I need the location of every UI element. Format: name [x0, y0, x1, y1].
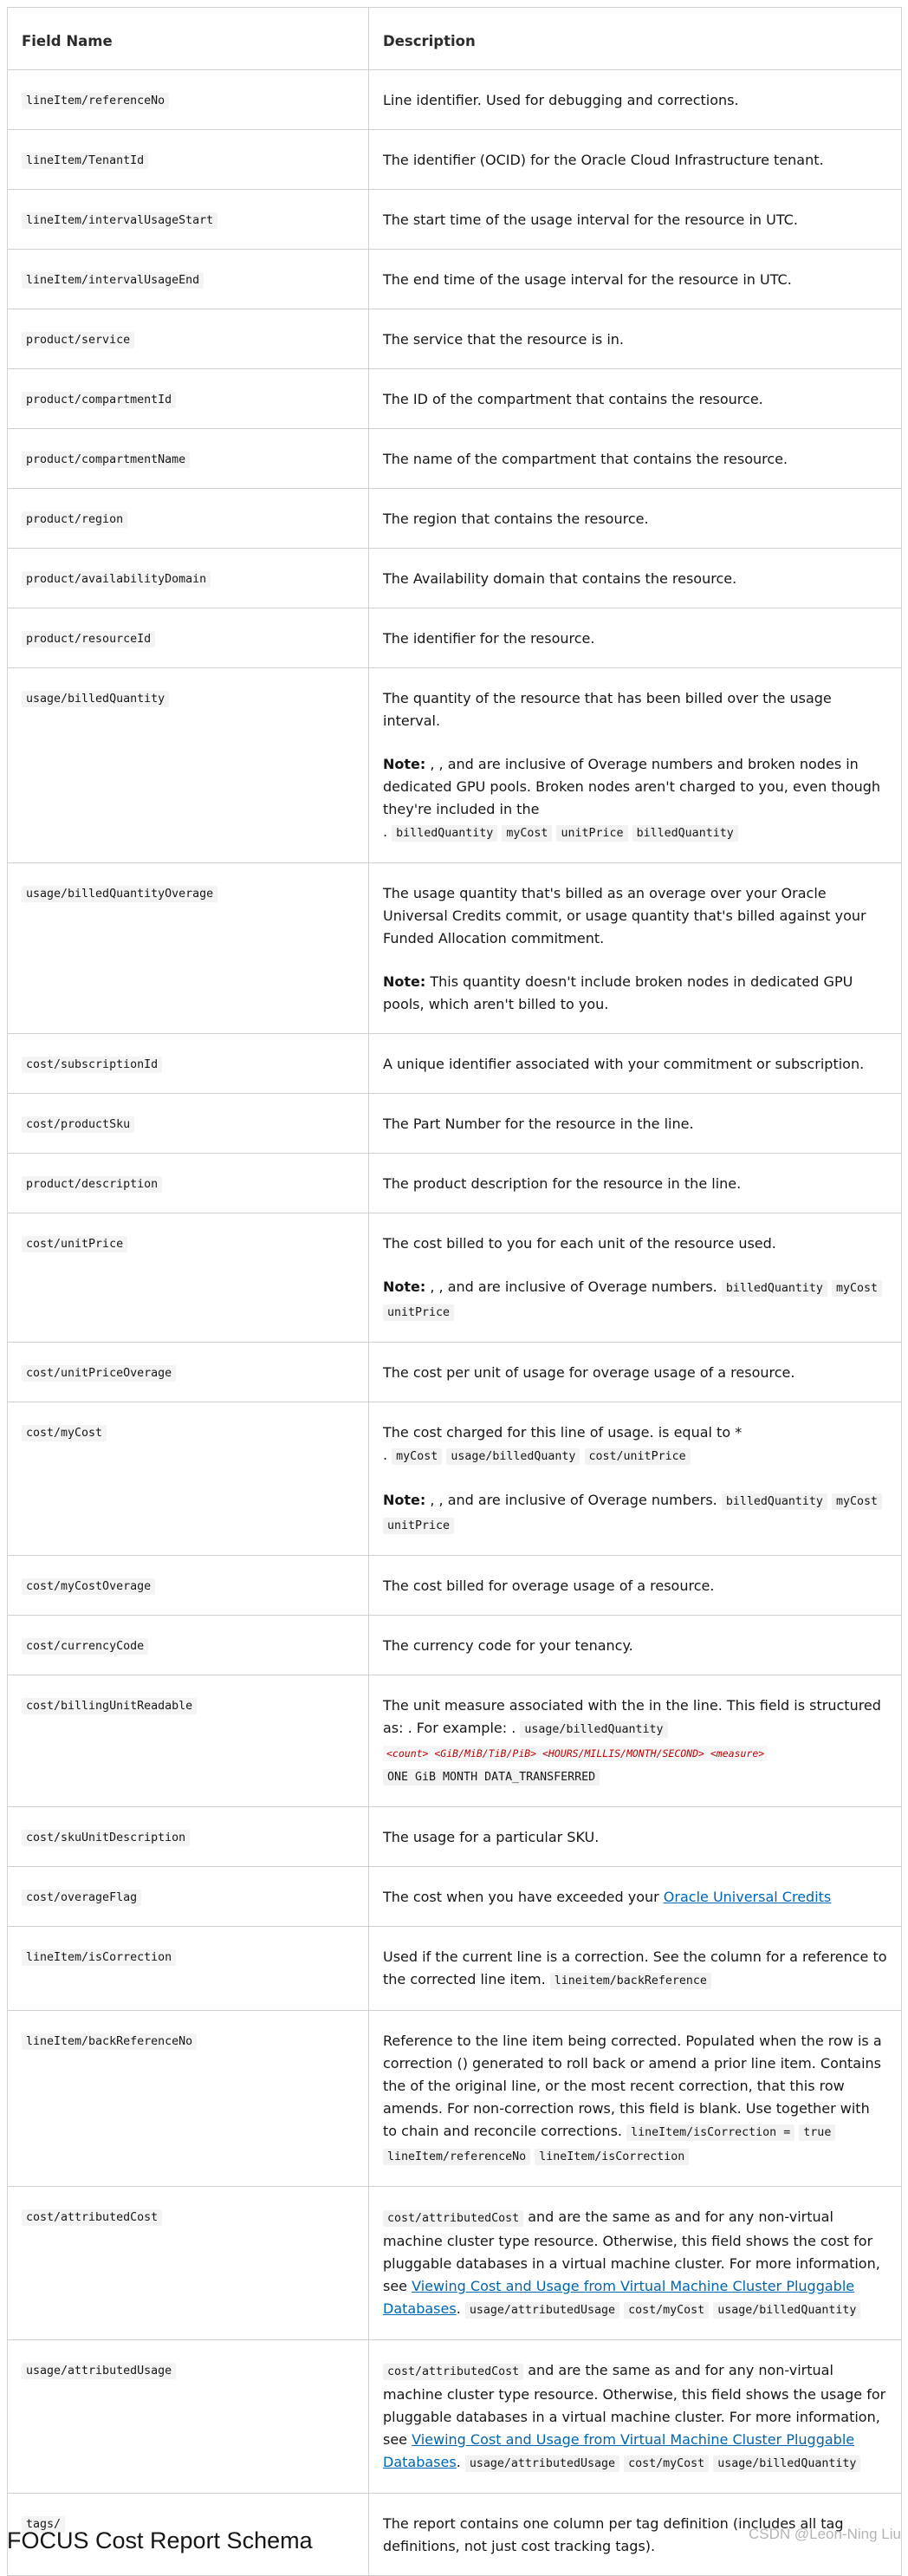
field-name-code: lineItem/intervalUsageStart [22, 212, 217, 229]
inline-code: billedQuantity [722, 1493, 827, 1510]
field-name-cell [8, 130, 369, 190]
field-name-cell [8, 1213, 369, 1343]
inline-code: usage/attributedUsage [465, 2456, 619, 2472]
field-name-cell [8, 369, 369, 429]
description-text [383, 269, 887, 291]
description-text [383, 1695, 887, 1789]
note-label: Note: [383, 973, 426, 990]
description-sentence: The usage quantity that's billed as an overage over your Oracle Universal Credits commit, or usage quantity that's billed against your Funded Allocation commitment. [383, 885, 866, 946]
table-row [8, 1675, 902, 1807]
description-cell [369, 2011, 902, 2187]
table-row [8, 549, 902, 608]
field-name-cell [8, 608, 369, 668]
field-name-cell [8, 549, 369, 608]
table-row [8, 1213, 902, 1343]
table-row [8, 2011, 902, 2187]
field-name-code: cost/attributedCost [22, 2209, 162, 2226]
inline-code: cost/attributedCost [383, 2210, 523, 2227]
description-text [383, 508, 887, 530]
inline-code: cost/myCost [624, 2456, 709, 2472]
table-header-row [8, 8, 902, 70]
note-label: Note: [383, 756, 426, 772]
description-text [383, 1173, 887, 1195]
inline-code: usage/billedQuantity [520, 1721, 667, 1738]
description-sentence: Used if the current line is a correction. See the column for a reference to the corrected line item. [383, 1948, 887, 1987]
description-sentence: The end time of the usage interval for the resource in UTC. [383, 271, 792, 288]
field-name-cell [8, 1094, 369, 1154]
note-sentence: , , and are inclusive of Overage numbers. [425, 1278, 717, 1295]
table-row [8, 190, 902, 250]
field-name-code: product/compartmentId [22, 392, 176, 408]
description-cell [369, 1402, 902, 1556]
description-cell [369, 70, 902, 130]
note-text [383, 1489, 887, 1538]
doc-link[interactable]: Oracle Universal Credits [663, 1889, 832, 1905]
description-text [383, 2030, 887, 2169]
description-sentence: The region that contains the resource. [383, 511, 649, 527]
description-cell [369, 429, 902, 489]
field-name-cell [8, 1343, 369, 1402]
description-cell [369, 190, 902, 250]
table-row [8, 429, 902, 489]
field-name-cell [8, 1867, 369, 1927]
field-name-code: cost/myCost [22, 1425, 107, 1441]
placeholder-code: <count> <GiB/MiB/TiB/PiB> <HOURS/MILLIS/MONTH/SECOND> <measure> [383, 1746, 768, 1761]
inline-code: usage/attributedUsage [465, 2302, 619, 2319]
field-name-cell [8, 1616, 369, 1675]
field-name-cell [8, 1927, 369, 2011]
description-sentence: The identifier for the resource. [383, 630, 595, 647]
example-code: ONE GiB MONTH DATA_TRANSFERRED [383, 1769, 600, 1786]
description-sentence: The identifier (OCID) for the Oracle Cloud Infrastructure tenant. [383, 152, 824, 168]
field-name-code: product/compartmentName [22, 452, 190, 468]
table-row [8, 1154, 902, 1213]
field-name-code: usage/billedQuantityOverage [22, 886, 217, 902]
field-name-code: cost/unitPriceOverage [22, 1365, 176, 1382]
inline-code: unitPrice [383, 1518, 454, 1534]
field-name-code: cost/unitPrice [22, 1236, 127, 1252]
field-name-cell [8, 489, 369, 549]
field-name-cell [8, 190, 369, 250]
table-row [8, 489, 902, 549]
inline-code: lineItem/isCorrection = [626, 2124, 794, 2141]
description-text [383, 2206, 887, 2322]
field-name-code: lineItem/TenantId [22, 153, 148, 169]
section-heading: FOCUS Cost Report Schema [7, 2527, 313, 2553]
inline-code: lineItem/isCorrection [535, 2149, 689, 2165]
description-sentence: The quantity of the resource that has been billed over the usage interval. [383, 690, 832, 729]
field-name-cell [8, 2011, 369, 2187]
table-row [8, 608, 902, 668]
description-text [383, 1421, 887, 1468]
description-sentence: The cost billed for overage usage of a resource. [383, 1577, 715, 1594]
description-sentence: The Availability domain that contains the resource. [383, 570, 737, 587]
table-row [8, 1402, 902, 1556]
code-prefix: . [383, 823, 392, 840]
description-cell [369, 1675, 902, 1807]
field-name-cell [8, 863, 369, 1034]
field-name-code: lineItem/backReferenceNo [22, 2033, 197, 2050]
inline-code: myCost [832, 1493, 882, 1510]
description-text [383, 448, 887, 471]
description-text [383, 1362, 887, 1384]
code-prefix: . [383, 1447, 392, 1463]
field-name-code: product/description [22, 1176, 162, 1193]
field-name-code: usage/attributedUsage [22, 2363, 176, 2379]
field-name-code: product/resourceId [22, 631, 155, 647]
field-name-cell [8, 2187, 369, 2340]
note-text [383, 1276, 887, 1324]
field-name-cell [8, 1807, 369, 1867]
table-row [8, 70, 902, 130]
description-sentence: . [456, 2454, 461, 2470]
inline-code: usage/billedQuantity [713, 2456, 860, 2472]
description-cell [369, 1927, 902, 2011]
inline-code: myCost [832, 1280, 882, 1297]
field-name-cell [8, 70, 369, 130]
field-name-code: product/service [22, 332, 134, 348]
table-row [8, 309, 902, 369]
description-cell [369, 549, 902, 608]
table-row [8, 1094, 902, 1154]
field-name-code: cost/overageFlag [22, 1890, 141, 1906]
note-text [383, 753, 887, 845]
description-sentence: A unique identifier associated with your commitment or subscription. [383, 1056, 865, 1072]
description-cell [369, 130, 902, 190]
description-sentence: The cost billed to you for each unit of the resource used. [383, 1235, 776, 1252]
field-name-cell [8, 429, 369, 489]
field-name-code: lineItem/referenceNo [22, 93, 169, 109]
inline-code: lineitem/backReference [550, 1973, 711, 1989]
field-name-code: product/availabilityDomain [22, 571, 211, 588]
description-cell [369, 1343, 902, 1402]
field-name-code: cost/billingUnitReadable [22, 1698, 197, 1714]
note-text [383, 971, 887, 1016]
table-row [8, 668, 902, 863]
field-name-cell [8, 2340, 369, 2494]
description-cell [369, 1034, 902, 1094]
description-cell [369, 369, 902, 429]
description-sentence: The cost when you have exceeded your [383, 1889, 664, 1905]
watermark: CSDN @Leon-Ning Liu [748, 2526, 901, 2542]
field-name-code: lineItem/intervalUsageEnd [22, 272, 204, 289]
description-cell [369, 1556, 902, 1616]
description-text [383, 628, 887, 650]
note-sentence: This quantity doesn't include broken nodes in dedicated GPU pools, which aren't billed to you. [383, 973, 853, 1012]
field-name-code: cost/myCostOverage [22, 1578, 155, 1595]
description-cell [369, 309, 902, 369]
description-sentence: The product description for the resource in the line. [383, 1175, 742, 1192]
field-name-code: cost/productSku [22, 1116, 134, 1133]
description-sentence: The name of the compartment that contains the resource. [383, 451, 788, 467]
description-cell [369, 1616, 902, 1675]
note-label: Note: [383, 1492, 426, 1508]
table-row [8, 1034, 902, 1094]
description-text [383, 1826, 887, 1849]
table-row [8, 250, 902, 309]
inline-code: unitPrice [556, 825, 627, 842]
inline-code: myCost [502, 825, 552, 842]
doc-link[interactable]: Viewing Cost and Usage from Virtual Machine Cluster Pluggable Databases [383, 2278, 855, 2317]
description-sentence: The cost charged for this line of usage. is equal to * [383, 1424, 743, 1441]
field-name-cell [8, 309, 369, 369]
description-text [383, 1113, 887, 1135]
field-name-cell [8, 1675, 369, 1807]
description-cell [369, 863, 902, 1034]
field-name-code: tags/ [22, 2516, 65, 2533]
description-text [383, 329, 887, 351]
field-name-cell [8, 1154, 369, 1213]
description-cell [369, 1867, 902, 1927]
column-header-field-name: Field Name [8, 8, 369, 70]
field-name-cell [8, 1034, 369, 1094]
note-sentence: , , and are inclusive of Overage numbers. [425, 1492, 717, 1508]
field-name-code: cost/currencyCode [22, 1638, 148, 1655]
description-sentence: The unit measure associated with the in the line. This field is structured as: . For example: . [383, 1697, 881, 1736]
field-name-code: usage/billedQuantity [22, 691, 169, 707]
description-text [383, 1946, 887, 1993]
description-sentence: The cost per unit of usage for overage usage of a resource. [383, 1364, 795, 1381]
field-name-cell [8, 250, 369, 309]
description-text [383, 882, 887, 950]
table-row [8, 1927, 902, 2011]
field-name-code: lineItem/isCorrection [22, 1949, 176, 1966]
table-row [8, 369, 902, 429]
description-cell [369, 2187, 902, 2340]
description-text [383, 388, 887, 411]
description-text [383, 568, 887, 590]
table-row [8, 1807, 902, 1867]
inline-code: billedQuantity [632, 825, 738, 842]
field-name-code: cost/skuUnitDescription [22, 1830, 190, 1846]
table-row [8, 863, 902, 1034]
description-text [383, 1886, 887, 1909]
column-header-description: Description [369, 8, 902, 70]
doc-link[interactable]: Viewing Cost and Usage from Virtual Machine Cluster Pluggable Databases [383, 2431, 855, 2470]
description-sentence: The currency code for your tenancy. [383, 1637, 633, 1654]
description-cell [369, 1154, 902, 1213]
inline-code: usage/billedQuanty [446, 1448, 580, 1465]
description-text [383, 687, 887, 732]
field-name-cell [8, 668, 369, 863]
note-sentence: , , and are inclusive of Overage numbers and broken nodes in dedicated GPU pools. Broken nodes aren't charged to you, even though they're included in the [383, 756, 880, 817]
table-row [8, 2187, 902, 2340]
table-row [8, 1556, 902, 1616]
table-row [8, 1616, 902, 1675]
description-cell [369, 250, 902, 309]
description-sentence: The report contains one column per tag definition (includes all tag definitions, not just cost tracking tags). [383, 2515, 844, 2554]
table-row [8, 1867, 902, 1927]
inline-code: cost/unitPrice [585, 1448, 691, 1465]
description-sentence: The Part Number for the resource in the line. [383, 1116, 694, 1132]
field-name-cell [8, 1402, 369, 1556]
description-cell [369, 2340, 902, 2494]
inline-code: cost/attributedCost [383, 2364, 523, 2380]
description-cell [369, 1807, 902, 1867]
inline-code: billedQuantity [392, 825, 497, 842]
description-cell [369, 608, 902, 668]
inline-code: billedQuantity [722, 1280, 827, 1297]
description-text [383, 1233, 887, 1255]
table-row [8, 2340, 902, 2494]
field-name-code: cost/subscriptionId [22, 1057, 162, 1073]
inline-code: cost/myCost [624, 2302, 709, 2319]
description-sentence: The usage for a particular SKU. [383, 1829, 600, 1845]
description-sentence: The start time of the usage interval for the resource in UTC. [383, 211, 798, 228]
field-name-cell [8, 1556, 369, 1616]
description-cell [369, 489, 902, 549]
note-label: Note: [383, 1278, 426, 1295]
description-sentence: Line identifier. Used for debugging and corrections. [383, 92, 739, 108]
description-text [383, 1053, 887, 1076]
inline-code: true [799, 2124, 835, 2141]
table-body [8, 70, 902, 2576]
description-text [383, 1575, 887, 1597]
table-row [8, 130, 902, 190]
description-text [383, 89, 887, 112]
field-name-code: product/region [22, 511, 127, 528]
description-cell [369, 1094, 902, 1154]
schema-table [7, 7, 902, 2576]
description-sentence: . [456, 2300, 461, 2317]
inline-code: lineItem/referenceNo [383, 2149, 530, 2165]
description-sentence: and are the same as and for any non-virtual machine cluster type resource. Otherwise, this field shows the usage for pluggable databases in a virtual machine cluster. For more information, see [383, 2362, 886, 2448]
inline-code: myCost [392, 1448, 442, 1465]
inline-code: unitPrice [383, 1304, 454, 1321]
description-text [383, 2359, 887, 2475]
description-text [383, 149, 887, 172]
description-sentence: and are the same as and for any non-virtual machine cluster type resource. Otherwise, this field shows the cost for pluggable databases in a virtual machine cluster. For more information, see [383, 2208, 880, 2294]
description-cell [369, 1213, 902, 1343]
description-sentence: Reference to the line item being corrected. Populated when the row is a correction () generated to roll back or amend a prior line item. Contains the of the original line, or the most recent correction, that this row amends. For non-correction rows, this field is blank. Use together with to chain and reconcile corrections. [383, 2033, 882, 2139]
description-text [383, 1635, 887, 1657]
description-text [383, 209, 887, 231]
table-row [8, 1343, 902, 1402]
description-cell [369, 668, 902, 863]
description-sentence: The service that the resource is in. [383, 331, 624, 348]
inline-code: usage/billedQuantity [713, 2302, 860, 2319]
description-sentence: The ID of the compartment that contains the resource. [383, 391, 763, 407]
